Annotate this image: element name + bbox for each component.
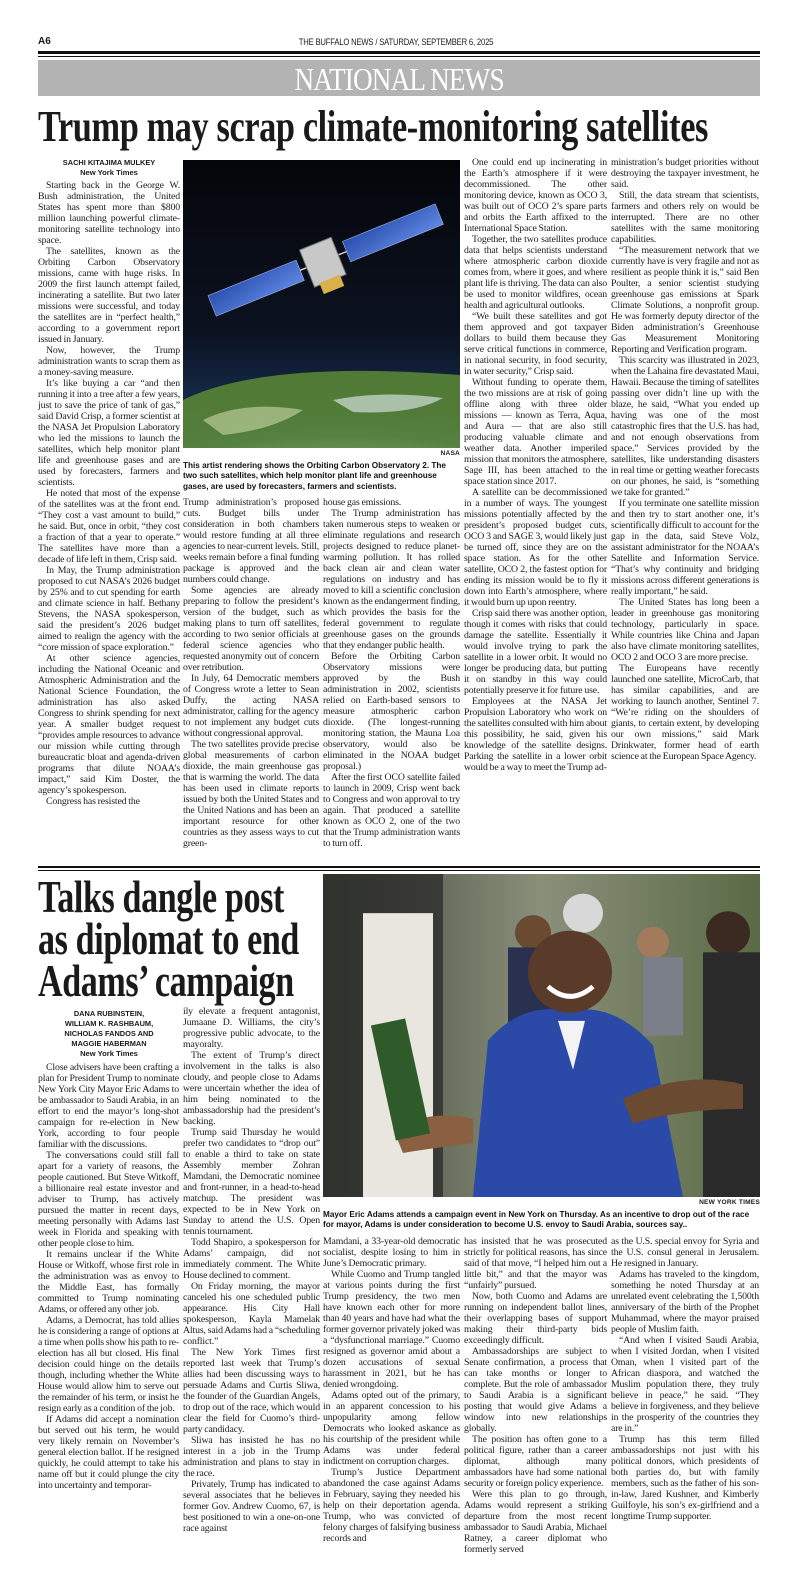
story2-photo-credit: NEW YORK TIMES [699,1199,760,1206]
byline-org: New York Times [80,1049,138,1058]
article-paragraph: At other science agencies, including the National Oceanic and Atmospheric Administration and the National Science Foundation, the administration has also asked Congress to shrink spending for next year. A smaller budget request “provides ample resources to advance our mission while cutting through bureaucratic bloat and agenda-driven programs that dilute NOAA’s impact,” said Kim Doster, the agency’s spokesperson. [38,653,180,796]
header-rule [38,51,760,54]
article-paragraph: Ambassadorships are subject to Senate confirmation, a process that can take months or longer to complete. But the role of ambassador to Saudi Arabia is a significant posting that would give Adams a window into new relationships globally. [464,1346,607,1434]
satellite-rendering-image [183,160,460,448]
article-paragraph: Together, the two satellites produce data that helps scientists understand where atmospheric carbon dioxide comes from, where it goes, and where plant life is thriving. The data can also be used to monitor wildfires, ocean health and agricultural outlooks. [464,234,607,311]
article-paragraph: Trump’s Justice Department abandoned the case against Adams in February, saying they needed his help on their deportation agenda. Trump, who was convicted of felony charges of falsifying business records and [323,1467,460,1544]
article-paragraph: Close advisers have been crafting a plan for President Trump to nominate New York City Mayor Eric Adams to be ambassador to Saudi Arabia, in an effort to end the mayor’s long-shot campaign for re-election in New York, according to four people familiar with the discussions. [38,1062,179,1150]
article-paragraph: The United States has long been a leader in greenhouse gas monitoring technology, particularly in space. While countries like China and Japan also have climate monitoring satellites, OCO 2 and OCO 3 are more precise. [611,597,759,663]
article-paragraph: If Adams did accept a nomination but served out his term, he would very likely remain on November’s general election ballot. If he resigned quickly, he could attempt to take his name off but it could plunge the city into uncertainty and temporar- [38,1414,179,1491]
article-paragraph: The extent of Trump’s direct involvement in the talks is also cloudy, and people close to Adams were uncertain whether the idea of him being nominated to the ambassadorship had the president’s backing. [183,1050,320,1127]
article-paragraph: He noted that most of the expense of the satellites was at the front end. “They cost a vast amount to build,” he said. But, once in orbit, “they cost a fraction of that a year to operate.” The satellites have more than a decade of life left in them, Crisp said. [38,488,180,565]
story1-byline [38,158,180,178]
article-paragraph: The position has often gone to a political figure, rather than a career diplomat, although many ambassadors have had some national security or foreign policy experience. [464,1434,607,1489]
paper-dateline: THE BUFFALO NEWS / SATURDAY, SEPTEMBER 6, 2025 [298,37,494,47]
article-paragraph: One could end up incinerating in the Earth’s atmosphere if it were decommissioned. The other monitoring device, known as OCO 3, was built out of OCO 2’s spare parts and orbits the Earth affixed to the International Space Station. [464,157,607,234]
photo-crowd-scene [323,874,760,1197]
story2-byline [38,1009,180,1059]
story1-column-4 [464,157,607,773]
adams-campaign-photo [323,874,760,1197]
story2-column-1 [38,1062,179,1491]
article-paragraph: It remains unclear if the White House or Witkoff, whose first role in the administration was as envoy to the Middle East, has formally committed to Trump nominating Adams, or offered any other job. [38,1249,179,1315]
headline-line: as diplomat to end [38,913,299,964]
story1-photo-credit: NASA [440,450,460,457]
article-paragraph: The two satellites provide precise global measurements of carbon dioxide, the main greenhouse gas that is warming the world. The data has been used in climate reports issued by both the United States and the United Nations and has been an important resource for other countries as they assess ways to cut green- [183,739,319,849]
story2-column-3 [323,1236,460,1544]
story2-column-4 [464,1236,607,1555]
article-paragraph: While Cuomo and Trump tangled at various points during the first Trump presidency, the two men have known each other for more than 40 years and have had what the former governor privately joked was a “dysfunctional marriage.” Cuomo resigned as governor amid about a dozen accusations of sexual harassment in 2021, but he has denied wrongdoing. [323,1269,460,1390]
byline-author: SACHI KITAJIMA MULKEY [62,158,156,167]
article-paragraph: This scarcity was illustrated in 2023, when the Lahaina fire devastated Maui, Hawaii. Because the timing of satellites passing over didn’t line up with the blaze, he said, “What you ended up having was one of the most catastrophic fires that the U.S. has had, and not enough observations from space.” Services provided by the satellites, like understanding disasters in real time or getting weather forecasts on our phones, he said, is “something we take for granted.” [611,355,759,498]
article-paragraph: Now, however, the Trump administration wants to scrap them as a money-saving measure. [38,345,180,378]
story2-column-5 [611,1236,759,1522]
story1-photo-caption: This artist rendering shows the Orbiting Carbon Observatory 2. The two such satellites, which help monitor plant life and greenhouse gases, are used by forecasters, farmers and scientists. [183,461,446,491]
article-paragraph: In July, 64 Democratic members of Congress wrote a letter to Sean Duffy, the acting NASA administrator, calling for the agency to not implement any budget cuts without congressional approval. [183,673,319,739]
article-paragraph: Before the Orbiting Carbon Observatory missions were approved by the Bush administration in 2002, scientists relied on Earth-based sensors to measure atmospheric carbon dioxide. (The longest-running monitoring station, the Mauna Loa observatory, would also be eliminated in the NOAA budget proposal.) [323,651,460,772]
article-paragraph: Privately, Trump has indicated to several associates that he believes former Gov. Andrew Cuomo, 67, is best positioned to win a one-on-one race against [183,1479,320,1534]
story1-column-3 [323,497,460,849]
article-paragraph: The Trump administration has taken numerous steps to weaken or eliminate regulations and research projects designed to reduce planet-warming pollution. It has rolled back clean air and clean water regulations on industry and has moved to kill a scientific conclusion known as the endangerment finding, which provides the basis for the federal government to regulate greenhouse gases on the grounds that they endanger public health. [323,508,460,651]
article-paragraph: Adams, a Democrat, has told allies he is considering a range of options at a time when polls show his path to re-election has all but closed. His final decision could hinge on the details though, including whether the White House would allow him to serve out the remainder of his term, or insist he resign early as a condition of the job. [38,1315,179,1414]
article-paragraph: ministration’s budget priorities without destroying the taxpayer investment, he said. [611,157,759,190]
article-paragraph: Mamdani, a 33-year-old democratic socialist, despite losing to him in June’s Democratic primary. [323,1236,460,1269]
article-paragraph: as the U.S. special envoy for Syria and the U.S. consul general in Jerusalem. He resigned in January. [611,1236,759,1269]
section-banner [38,60,760,96]
article-paragraph: The conversations could still fall apart for a variety of reasons, the people cautioned. But Steve Witkoff, a billionaire real estate investor and adviser to Trump, has actively pursued the matter in recent days, meeting personally with Adams last week in Florida and speaking with other people close to him. [38,1150,179,1249]
satellite-illustration [183,160,460,448]
byline-author: WILLIAM K. RASHBAUM, [64,1019,154,1028]
article-paragraph: Now, both Cuomo and Adams are running on independent ballot lines, their overlapping bases of support making their third-party bids exceedingly difficult. [464,1291,607,1346]
byline-org: New York Times [80,168,138,177]
article-paragraph: On Friday morning, the mayor canceled his one scheduled public appearance. His City Hall spokesperson, Kayla Mamelak Altus, said Adams had a “scheduling conflict.” [183,1281,320,1347]
page-number: A6 [38,36,51,47]
byline-author: DANA RUBINSTEIN, [73,1009,145,1018]
article-paragraph: Starting back in the George W. Bush administration, the United States has spent more than $800 million launching powerful climate-monitoring satellite technology into space. [38,180,180,246]
article-paragraph: If you terminate one satellite mission and then try to start another one, it’s scientifically difficult to account for the gap in the data, said Steve Volz, assistant administrator for the NOAA’s Satellite and Information Service. “That’s why continuity and bridging missions across different generations is really important,” he said. [611,498,759,597]
header-rule-thin [38,56,760,57]
article-paragraph: “And when I visited Saudi Arabia, when I visited Jordan, when I visited Oman, when I visited part of the African diaspora, and watched the Muslim population there, they truly believe in peace,” he said. “They believe in forgiveness, and they believe in the prosperity of the countries they are in.” [611,1335,759,1434]
article-paragraph: The satellites, known as the Orbiting Carbon Observatory missions, came with huge risks. In 2009 the first launch attempt failed, incinerating a satellite. But two later missions were successful, and today the satellites are in “perfect health,” according to a government report issued in January. [38,246,180,345]
headline-line: Talks dangle post [38,871,284,922]
article-paragraph: Adams opted out of the primary, in an apparent concession to his unpopularity among fellow Democrats who looked askance as his courtship of the president while Adams was under federal indictment on corruption charges. [323,1390,460,1467]
article-paragraph: Some agencies are already preparing to follow the president’s version of the budget, such as making plans to turn off satellites, according to two senior officials at federal science agencies who requested anonymity out of concern over retribution. [183,585,319,673]
article-paragraph: Todd Shapiro, a spokesperson for Adams’ campaign, did not immediately comment. The White House declined to comment. [183,1237,320,1281]
article-paragraph: has insisted that he was prosecuted strictly for political reasons, has since said of that move, “I helped him out a little bit,” and that the mayor was “unfairly” pursued. [464,1236,607,1291]
story1-headline: Trump may scrap climate-monitoring satellites [38,102,709,151]
story1-column-2 [183,497,319,849]
article-paragraph: The Europeans have recently launched one satellite, MicroCarb, that has similar capabilities, and are working to launch another, Sentinel 7. “We’re riding on the shoulders of giants, to certain extent, by developing our own missions,” said Mark Drinkwater, former head of earth science at the European Space Agency. [611,663,759,762]
article-paragraph: “We built these satellites and got them approved and got taxpayer dollars to build them because they serve critical functions in commerce, in national security, in food security, in water security,” Crisp said. [464,311,607,377]
article-paragraph: Adams has traveled to the kingdom, something he noted Thursday at an unrelated event celebrating the 1,500th anniversary of the birth of the Prophet Muhammad, where the mayor praised people of Muslim faith. [611,1269,759,1335]
article-paragraph: Still, the data stream that scientists, farmers and others rely on would be interrupted. There are no other satellites with the same monitoring capabilities. [611,190,759,245]
headline-line: Adams’ campaign [38,955,294,1006]
article-paragraph: Trump has this term filled ambassadorships not just with his political donors, which presidents of both parties do, but with family members, such as the father of his son-in-law, Jared Kushner, and Kimberly Guilfoyle, his son’s ex-girlfriend and a longtime Trump supporter. [611,1434,759,1522]
article-paragraph: After the first OCO satellite failed to launch in 2009, Crisp went back to Congress and won approval to try again. That produced a satellite known as OCO 2, one of the two that the Trump administration wants to turn off. [323,772,460,849]
article-paragraph: Trump administration’s proposed cuts. Budget bills under consideration in both chambers would restore funding at all three agencies to near-current levels. Still, weeks remain before a final funding package is approved and the numbers could change. [183,497,319,585]
article-paragraph: A satellite can be decommissioned in a number of ways. The youngest missions potentially affected by the president’s proposed budget cuts, OCO 3 and SAGE 3, would likely just be turned off, since they are on the space station. As for the other satellite, OCO 2, the fastest option for ending its mission would be to fly it down into Earth’s atmosphere, where it would burn up upon reentry. [464,487,607,608]
byline-author: NICHOLAS FANDOS AND [64,1029,154,1038]
story1-column-5 [611,157,759,762]
article-paragraph: house gas emissions. [323,497,402,508]
article-paragraph: Crisp said there was another option, though it comes with risks that could damage the satellite. Essentially it would involve trying to park the satellite in a lower orbit. It would no longer be producing data, but putting it on standby in this way could potentially preserve it for future use. [464,608,607,696]
section-title: NATIONAL NEWS [294,61,504,97]
story-divider [38,866,760,868]
article-paragraph: Were this plan to go through, Adams would represent a striking departure from the most recent ambassador to Saudi Arabia, Michael Ratney, a career diplomat who formerly served [464,1489,607,1555]
article-paragraph: Employees at the NASA Jet Propulsion Laboratory who work on the satellites consulted with him about this possibility, he said, given his knowledge of the satellite designs. Parking the satellite in a lower orbit would be a way to meet the Trump ad- [464,696,607,773]
article-paragraph: Without funding to operate them, the two missions are at risk of going offline along with three older missions — known as Terra, Aqua, and Aura — that are also still producing valuable climate and weather data. Another imperiled mission that monitors the atmosphere, Sage III, has been attached to the space station since 2017. [464,377,607,487]
story1-column-1 [38,180,180,807]
story2-headline [38,871,299,1006]
story2-column-2 [183,1006,320,1534]
article-paragraph: “The measurement network that we currently have is very fragile and not as resilient as people think it is,” said Ben Poulter, a senior scientist studying greenhouse gas emissions at Spark Climate Solutions, a nonprofit group. He was formerly deputy director of the Biden administration’s Greenhouse Gas Measurement Monitoring Reporting and Verification program. [611,245,759,355]
article-paragraph: Trump said Thursday he would prefer two candidates to “drop out” to enable a third to take on state Assembly member Zohran Mamdani, the Democratic nominee and front-runner, in a head-to-head matchup. The president was expected to be in New York on Sunday to attend the U.S. Open tennis tournament. [183,1127,320,1237]
story2-photo-caption: Mayor Eric Adams attends a campaign event in New York on Thursday. As an incentive to drop out of the race for mayor, Adams is under consideration to become U.S. envoy to Saudi Arabia, sources say.. [323,1210,750,1230]
article-paragraph: ily elevate a frequent antagonist, Jumaane D. Williams, the city’s progressive public advocate, to the mayoralty. [183,1006,320,1050]
article-paragraph: Sliwa has insisted he has no interest in a job in the Trump administration and plans to stay in the race. [183,1435,320,1479]
article-paragraph: It’s like buying a car “and then running it into a tree after a few years, just to save the price of tank of gas,” said David Crisp, a former scientist at the NASA Jet Propulsion Laboratory who led the missions to launch the satellites, which help monitor plant life and greenhouse gases and are used by forecasters, farmers and scientists. [38,378,180,488]
byline-author: MAGGIE HABERMAN [71,1039,147,1048]
article-paragraph: Congress has resisted the [46,796,140,807]
article-paragraph: In May, the Trump administration proposed to cut NASA’s 2026 budget by 25% and to cut spending for earth and climate science in half. Bethany Stevens, the NASA spokesperson, said the president’s 2026 budget aimed to realign the agency with the “core mission of space exploration.” [38,565,180,653]
article-paragraph: The New York Times first reported last week that Trump’s allies had been discussing ways to persuade Adams and Curtis Sliwa, the founder of the Guardian Angels, to drop out of the race, which would clear the field for Cuomo’s third-party candidacy. [183,1347,320,1435]
